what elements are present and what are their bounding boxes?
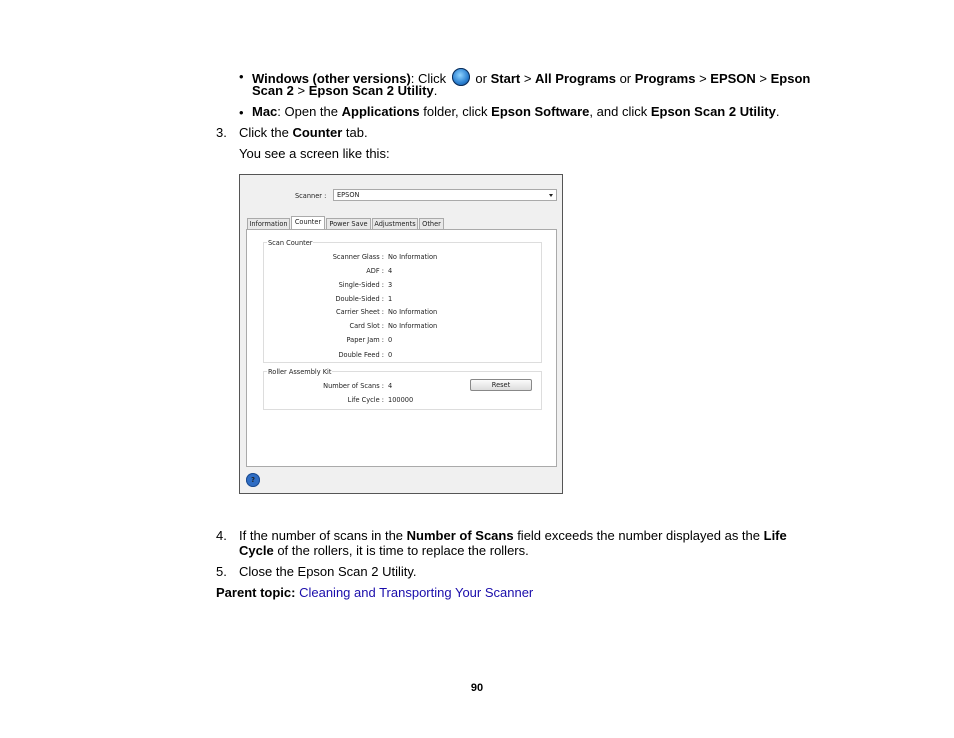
windows-start-icon [452,68,470,86]
bullet-windows-line2: Scan 2 > Epson Scan 2 Utility. [252,83,438,98]
row-label: Paper Jam : [346,336,384,344]
tab-information[interactable]: Information [247,218,290,229]
tab-other[interactable]: Other [419,218,444,229]
dropdown-arrow-icon [549,194,553,197]
row-label: ADF : [366,267,384,275]
step-number: 5. [216,564,227,579]
step-5-text: Close the Epson Scan 2 Utility. [239,564,417,579]
step-4-line2: Cycle of the rollers, it is time to replace the rollers. [239,543,529,558]
reset-button[interactable]: Reset [470,379,532,391]
row-label: Double-Sided : [335,295,384,303]
row-value: 3 [388,281,393,289]
bullet-mark: • [239,105,244,120]
row-value: No Information [388,308,438,316]
utility-screenshot [239,174,563,494]
step-4-line1: If the number of scans in the Number of Scans field exceeds the number displayed as the Life [239,528,787,543]
page-number: 90 [470,682,484,694]
group-title: Scan Counter [268,239,313,247]
group-title: Roller Assembly Kit [268,368,332,376]
bullet-mark: • [239,69,244,84]
row-value: No Information [388,253,438,261]
bullet-windows-line1: Windows (other versions): Click or Start > All Programs or Programs > EPSON > Epson [252,68,810,86]
number-of-scans-value: 4 [388,382,393,390]
row-label: Life Cycle : [347,396,384,404]
question-circle-icon[interactable]: ? [246,473,260,487]
bullet-mac: Mac: Open the Applications folder, click Epson Software, and click Epson Scan 2 Utility. [252,104,780,119]
tab-power-save[interactable]: Power Save [326,218,371,229]
parent-topic-label: Parent topic: [216,585,296,600]
row-value: 1 [388,295,393,303]
tab-adjustments[interactable]: Adjustments [372,218,418,229]
row-value: 0 [388,336,393,344]
row-value: 0 [388,351,393,359]
row-value: 4 [388,267,393,275]
life-cycle-value: 100000 [388,396,414,404]
step-number: 4. [216,528,227,543]
row-label: Scanner Glass : [332,253,384,261]
row-label: Card Slot : [349,322,384,330]
see-screen-text: You see a screen like this: [239,146,390,161]
scanner-select-value: EPSON [337,191,360,199]
row-label: Carrier Sheet : [335,308,384,316]
step-3-text: Click the Counter tab. [239,125,368,140]
parent-topic [216,585,533,600]
counter-panel [246,229,557,467]
row-label: Single-Sided : [338,281,384,289]
scanner-select[interactable] [333,189,557,201]
roller-assembly-group [263,368,542,410]
step-number: 3. [216,125,227,140]
row-label: Double Feed : [338,351,384,359]
row-value: No Information [388,322,438,330]
scan-counter-group [263,239,542,363]
row-label: Number of Scans : [323,382,384,390]
tab-counter[interactable]: Counter [291,216,325,230]
scanner-label: Scanner : [295,192,327,200]
parent-topic-link[interactable]: Cleaning and Transporting Your Scanner [299,585,534,600]
